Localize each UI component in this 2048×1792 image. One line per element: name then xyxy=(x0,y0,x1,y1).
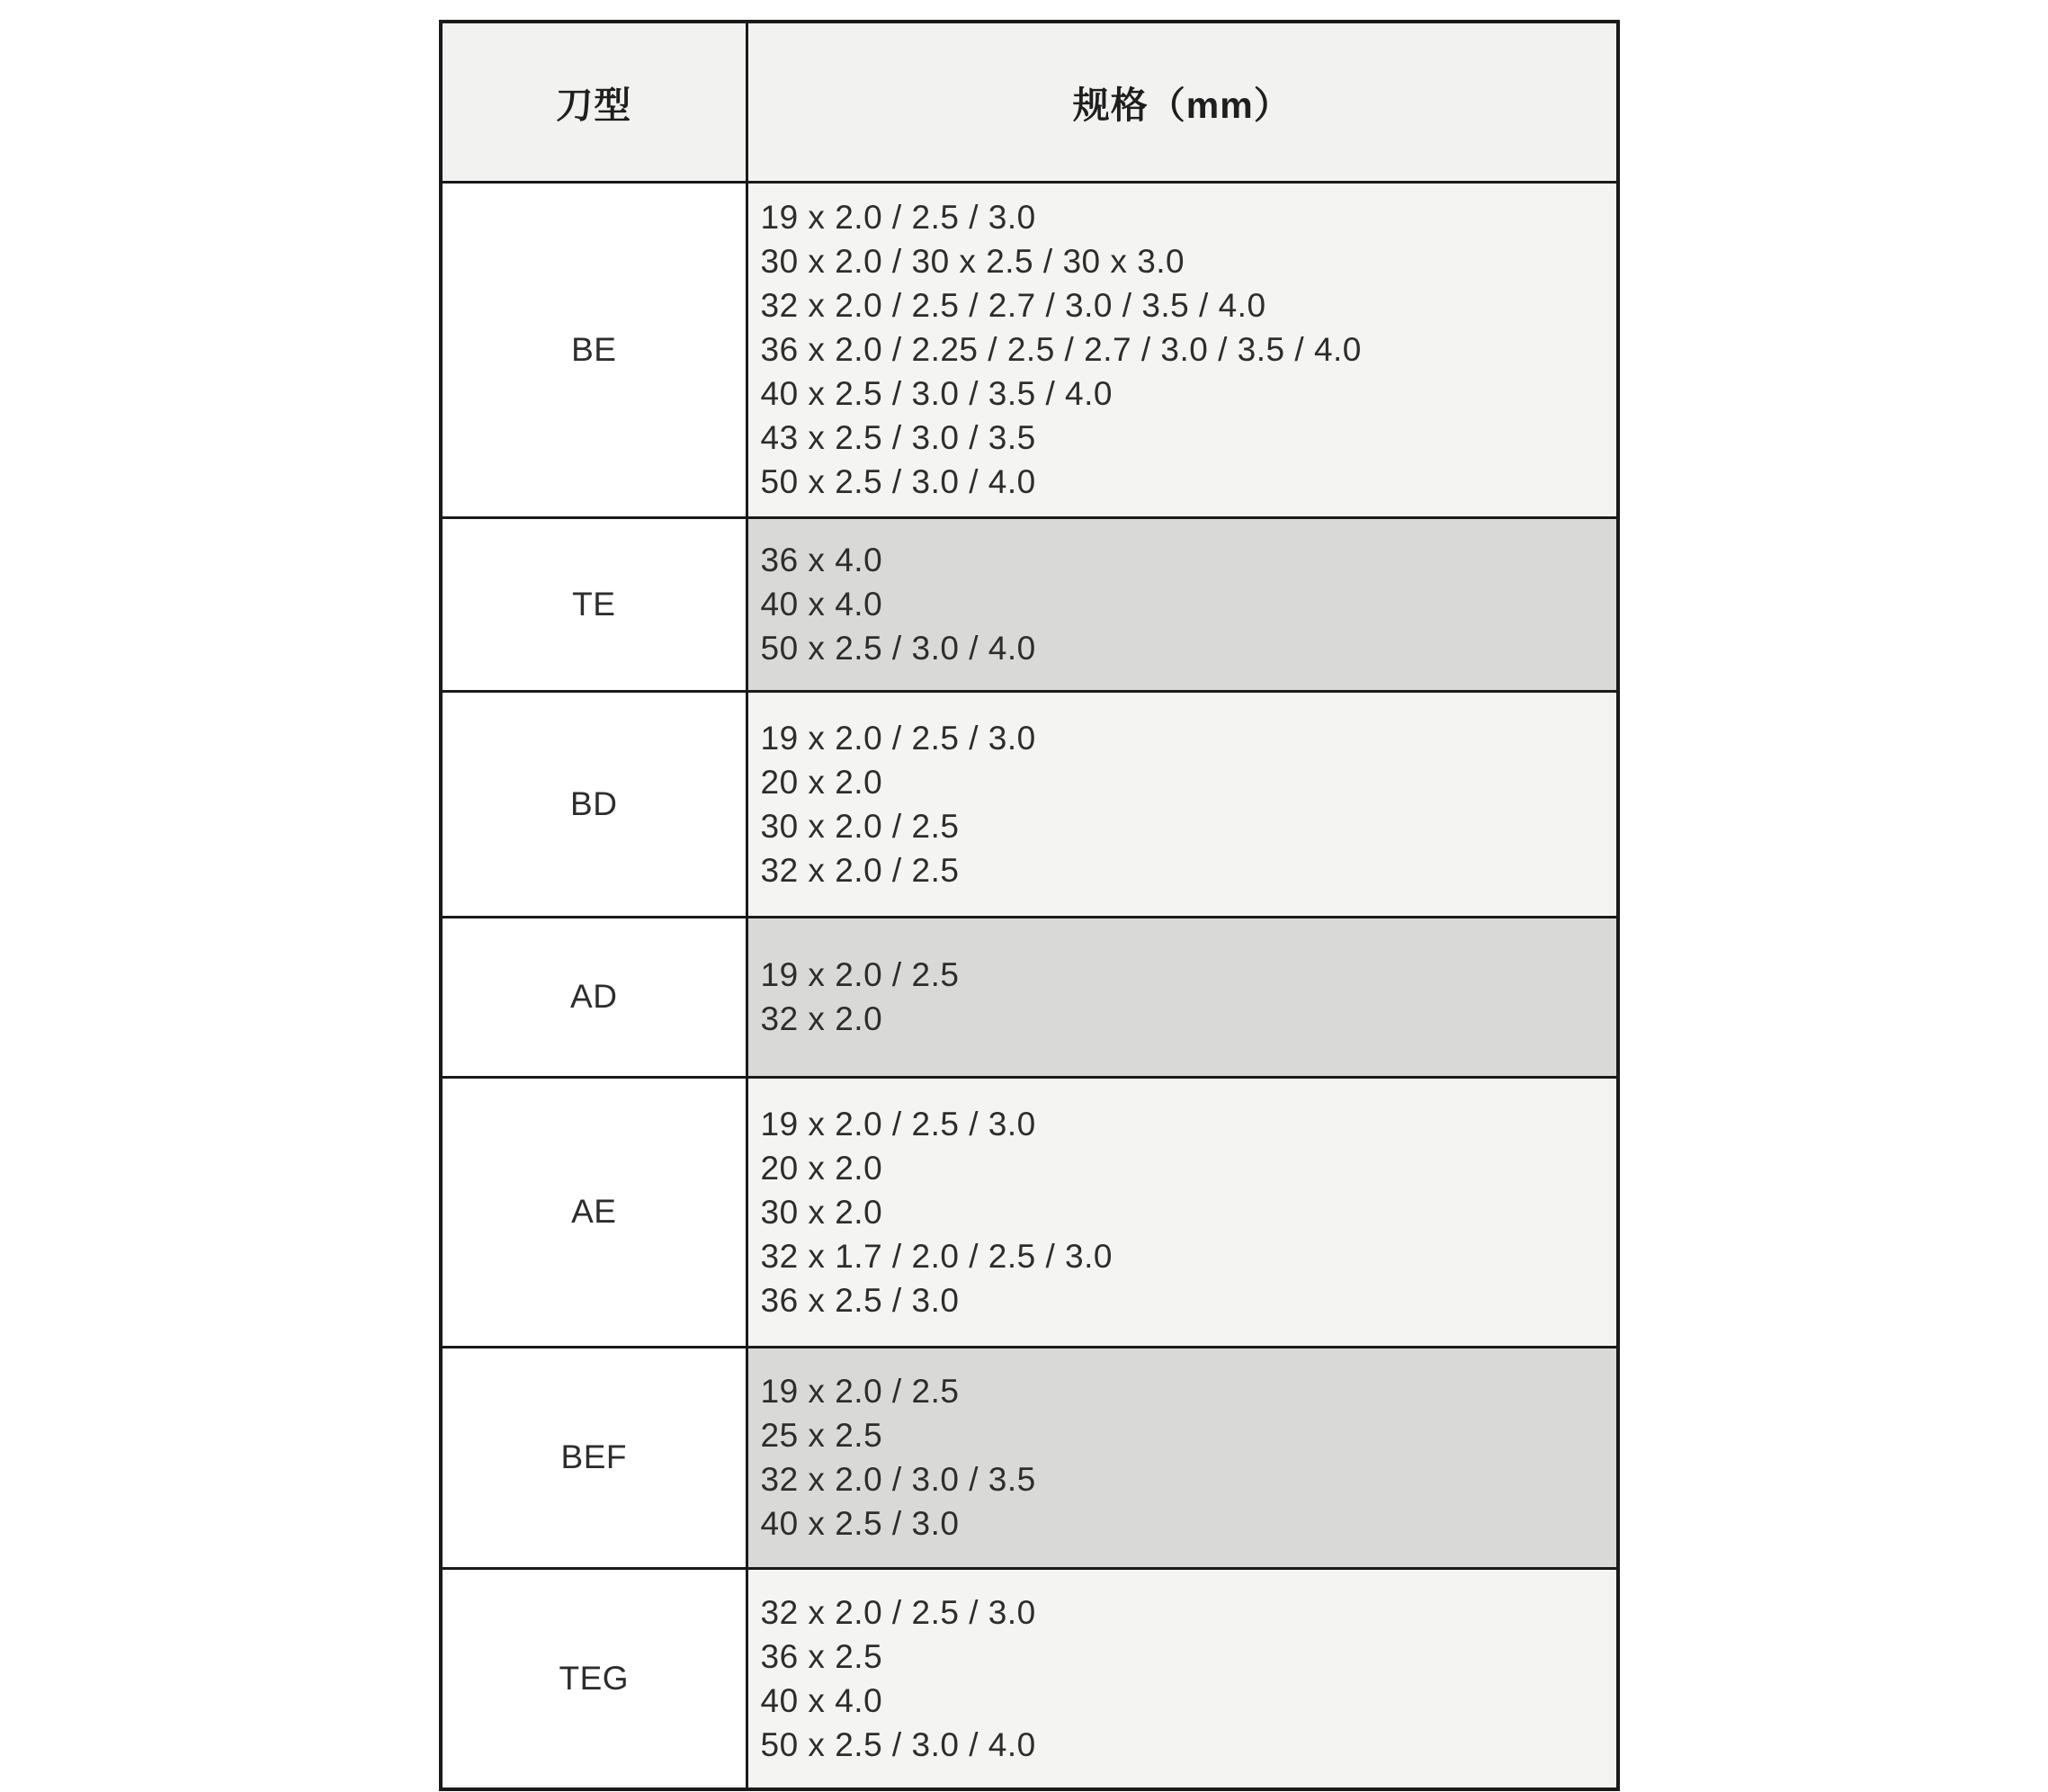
header-row xyxy=(441,22,1618,182)
spec-line: 32 x 2.0 / 3.0 / 3.5 xyxy=(760,1461,1036,1498)
blade-spec-table xyxy=(439,20,1620,1791)
spec-line: 32 x 2.0 xyxy=(760,1000,883,1037)
spec-line: 50 x 2.5 / 3.0 / 4.0 xyxy=(760,630,1036,667)
spec-line: 30 x 2.0 xyxy=(760,1193,883,1231)
spec-line: 36 x 4.0 xyxy=(760,542,883,578)
spec-line: 32 x 2.0 / 2.5 / 3.0 xyxy=(760,1593,1036,1631)
spec-line: 36 x 2.5 / 3.0 xyxy=(760,1281,960,1319)
spec-line: 19 x 2.0 / 2.5 / 3.0 xyxy=(760,1105,1036,1142)
spec-line: 30 x 2.0 / 30 x 2.5 / 30 x 3.0 xyxy=(760,243,1185,280)
spec-line: 32 x 1.7 / 2.0 / 2.5 / 3.0 xyxy=(760,1237,1113,1275)
spec-line: 40 x 4.0 xyxy=(760,1681,883,1719)
spec-line: 19 x 2.0 / 2.5 xyxy=(760,1373,960,1410)
spec-line: 32 x 2.0 / 2.5 xyxy=(760,851,960,889)
table-row-te xyxy=(441,517,1618,691)
blade-type-label: BEF xyxy=(441,1347,747,1568)
spec-line: 50 x 2.5 / 3.0 / 4.0 xyxy=(760,1725,1036,1763)
table-row-bef xyxy=(441,1347,1618,1568)
spec-list xyxy=(747,517,1618,691)
blade-type-label: TEG xyxy=(441,1568,747,1789)
blade-type-label: BD xyxy=(441,691,747,917)
spec-line: 36 x 2.5 xyxy=(760,1637,883,1675)
spec-line: 20 x 2.0 xyxy=(760,763,883,801)
spec-line: 50 x 2.5 / 3.0 / 4.0 xyxy=(760,463,1036,500)
spec-line: 40 x 4.0 xyxy=(760,586,883,623)
table-row-bd xyxy=(441,691,1618,917)
column-header-spec-mm: 规格（mm） xyxy=(747,22,1618,182)
spec-line: 40 x 2.5 / 3.0 / 3.5 / 4.0 xyxy=(760,375,1113,412)
spec-line: 25 x 2.5 xyxy=(760,1417,883,1454)
spec-line: 30 x 2.0 / 2.5 xyxy=(760,807,960,845)
spec-line: 36 x 2.0 / 2.25 / 2.5 / 2.7 / 3.0 / 3.5 / 4.0 xyxy=(760,331,1362,368)
table-row-ad xyxy=(441,917,1618,1077)
spec-line: 43 x 2.5 / 3.0 / 3.5 xyxy=(760,419,1036,456)
spec-line: 19 x 2.0 / 2.5 / 3.0 xyxy=(760,719,1036,757)
spec-list xyxy=(747,1347,1618,1568)
table-row-be xyxy=(441,182,1618,517)
spec-list xyxy=(747,691,1618,917)
spec-line: 40 x 2.5 / 3.0 xyxy=(760,1505,960,1542)
spec-list xyxy=(747,1077,1618,1347)
blade-type-label: BE xyxy=(441,182,747,517)
table-row-ae xyxy=(441,1077,1618,1347)
spec-line: 32 x 2.0 / 2.5 / 2.7 / 3.0 / 3.5 / 4.0 xyxy=(760,287,1266,324)
spec-line: 19 x 2.0 / 2.5 xyxy=(760,956,960,993)
column-header-blade-type: 刀型 xyxy=(441,22,747,182)
spec-list xyxy=(747,182,1618,517)
blade-type-label: TE xyxy=(441,517,747,691)
spec-list xyxy=(747,1568,1618,1789)
blade-type-label: AD xyxy=(441,917,747,1077)
spec-line: 19 x 2.0 / 2.5 / 3.0 xyxy=(760,199,1036,236)
spec-line: 20 x 2.0 xyxy=(760,1149,883,1187)
table-row-teg xyxy=(441,1568,1618,1789)
spec-list xyxy=(747,917,1618,1077)
blade-type-label: AE xyxy=(441,1077,747,1347)
